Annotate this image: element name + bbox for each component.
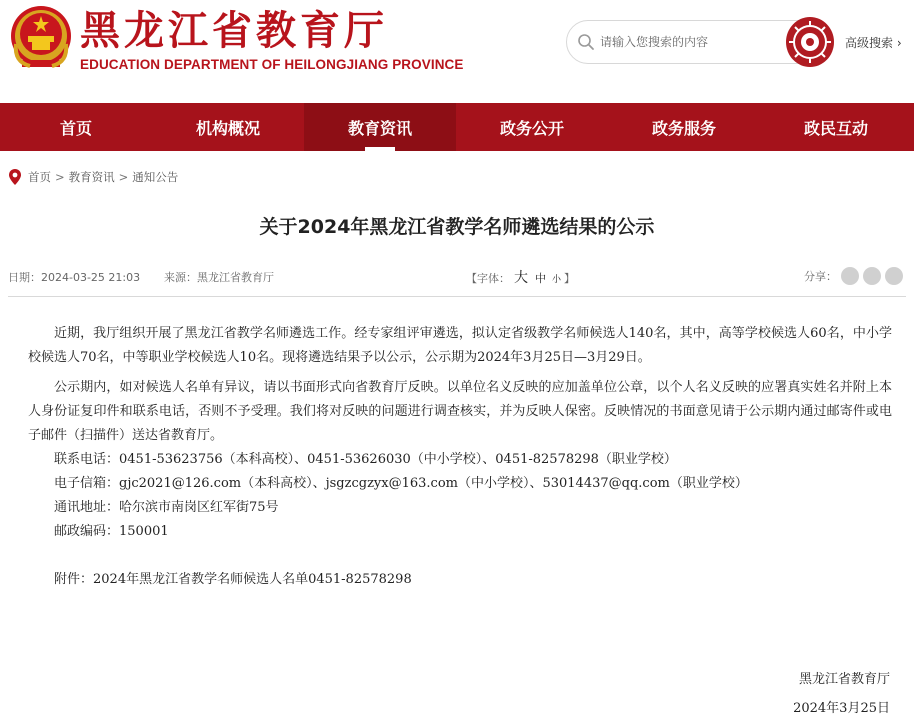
- search-icon: [576, 32, 596, 52]
- breadcrumb-education-news[interactable]: 教育资讯: [68, 170, 115, 184]
- nav-item-government-services[interactable]: 政务服务: [651, 118, 716, 138]
- share-bar: [804, 267, 903, 285]
- share-label: 分享：: [804, 270, 837, 283]
- contact-postcode: 邮政编码：150001: [54, 524, 169, 539]
- location-pin-icon: [8, 168, 22, 186]
- chevron-right-icon: ›: [896, 36, 902, 50]
- nav-item-organization[interactable]: 机构概况: [195, 118, 260, 138]
- contact-phone: 联系电话：0451-53623756（本科高校）、0451-53626030（中小学校）、0451-82578298（职业学校）: [54, 452, 677, 467]
- main-nav: [0, 103, 914, 151]
- site-subtitle: EDUCATION DEPARTMENT OF HEILONGJIANG PROVINCE: [80, 57, 464, 72]
- share-weibo-icon[interactable]: [863, 267, 881, 285]
- advanced-search-label: 高级搜索: [845, 36, 894, 50]
- share-wechat-icon[interactable]: [885, 267, 903, 285]
- breadcrumb-notices[interactable]: 通知公告: [132, 170, 179, 184]
- signature-date: 2024年3月25日: [793, 701, 890, 716]
- breadcrumb-separator: >: [55, 170, 65, 184]
- nav-item-education-news[interactable]: 教育资讯: [304, 103, 456, 151]
- font-size-medium-button[interactable]: 中: [535, 272, 546, 285]
- share-qzone-icon[interactable]: [841, 267, 859, 285]
- advanced-search-link[interactable]: [845, 34, 902, 51]
- nav-item-government-affairs[interactable]: 政务公开: [499, 118, 564, 138]
- article-body: [28, 322, 892, 592]
- contact-address: 通讯地址：哈尔滨市南岗区红军街75号: [54, 500, 279, 515]
- attachment-link[interactable]: 附件：2024年黑龙江省教学名师候选人名单0451-82578298: [54, 572, 412, 587]
- signature-organization: 黑龙江省教育厅: [798, 672, 890, 687]
- breadcrumb: [8, 167, 178, 187]
- site-title[interactable]: 黑龙江省教育厅: [80, 8, 388, 54]
- font-size-label: 【字体：: [466, 272, 510, 285]
- nav-item-interaction[interactable]: 政民互动: [803, 118, 868, 138]
- font-size-small-button[interactable]: 小: [552, 275, 562, 285]
- font-size-label-close: 】: [564, 272, 576, 285]
- search-input[interactable]: [600, 31, 780, 53]
- breadcrumb-separator: >: [118, 170, 129, 184]
- contact-email: 电子信箱：gjc2021@126.com（本科高校）、jsgzcgzyx@163.com（中小学校）、53014437@qq.com（职业学校）: [54, 476, 748, 491]
- article-title: 关于2024年黑龙江省教学名师遴选结果的公示: [259, 216, 655, 238]
- site-header: [0, 0, 914, 103]
- article-meta: [8, 269, 906, 289]
- search-button[interactable]: [786, 17, 834, 67]
- nav-item-home[interactable]: 首页: [59, 118, 92, 138]
- article-date: 日期：2024-03-25 21:03: [8, 271, 141, 284]
- article-paragraph: 近期，我厅组织开展了黑龙江省教学名师遴选工作。经专家组评审遴选，拟认定省级教学名师候选人140名，其中，高等学校候选人60名，中小学校候选人70名，中等职业学校候选人10名。现将遴选结果予以公示，公示期为2024年3月25日—3月29日。: [28, 326, 892, 365]
- article-paragraph: 公示期内，如对候选人名单有异议，请以书面形式向省教育厅反映。以单位名义反映的应加盖单位公章，以个人名义反映的应署真实姓名并附上本人身份证复印件和联系电话，否则不予受理。我们将对反映的问题进行调查核实，并为反映人保密。反映情况的书面意见请于公示期内通过邮寄件或电子邮件（扫描件）送达省教育厅。: [28, 380, 892, 443]
- font-size-large-button[interactable]: 大: [514, 270, 528, 286]
- breadcrumb-home[interactable]: 首页: [28, 170, 51, 184]
- meta-divider: [8, 296, 906, 297]
- national-emblem-icon[interactable]: [8, 4, 74, 72]
- article-source: 来源：黑龙江省教育厅: [164, 271, 274, 284]
- emblem-search-button-icon: [786, 17, 834, 67]
- font-size-switcher: [466, 267, 575, 287]
